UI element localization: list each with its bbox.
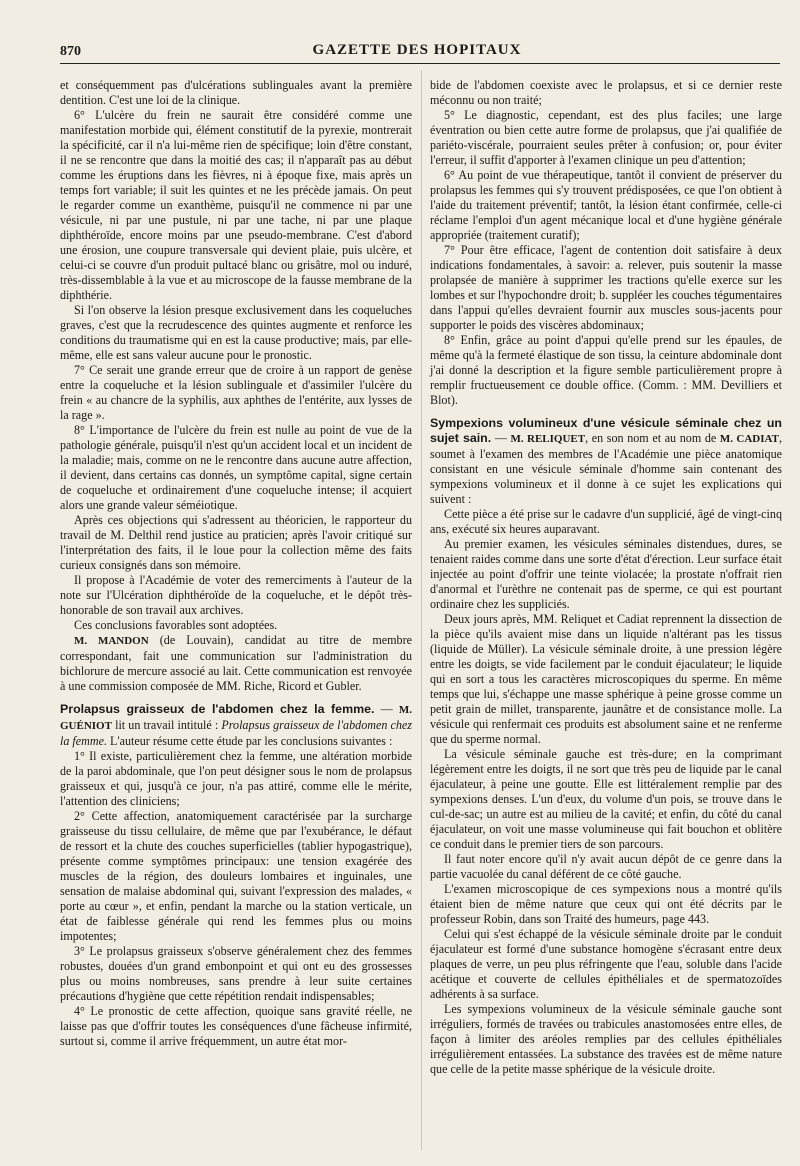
paragraph: Celui qui s'est échappé de la vésicule séminale droite par le conduit éjaculateur est formé d'une substance homogène s'écrasant entre deux plaques de verre, un peu plus réfringente que l'eau, soluble dans l'acide acétique et couverte de cellules épithéliales et de spermatozoïdes adhérents à sa surface. [430, 927, 782, 1001]
paragraph [60, 633, 412, 694]
intro-text: L'auteur résume cette étude par les conclusions suivantes : [107, 734, 393, 748]
header-rule [60, 63, 780, 64]
paragraph: 7° Ce serait une grande erreur que de croire à un rapport de genèse entre la coqueluche et la lésion sublinguale et d'assimiler l'ulcère du frein « au chancre de la syphilis, aux aphthes de l'entérite, aux lysses de la rage ». [60, 363, 412, 422]
conclusion: 8° Enfin, grâce au point d'appui qu'elle prend sur les épaules, de même qu'à la fermeté élastique de son tissu, la ceinture abdominale dont j'ai donné la description et la figure semble particulièrement propre à remplir fructueusement ce double office. (Comm. : MM. Devilliers et Blot). [430, 333, 782, 407]
author-name: M. MANDON [74, 635, 149, 647]
intro-text: , en son nom et au nom de [585, 431, 720, 445]
right-column [430, 78, 782, 1077]
author-name: M. CADIAT [719, 433, 779, 445]
paragraph: La vésicule séminale gauche est très-dure; en la comprimant légèrement entre les doigts, il ne sort que très peu de liquide par le canal éjaculateur, à peine une goutte. Elle est littéralement remplie par des sympexions denses. L'un d'eux, du volume d'un pois, se trouve dans le cul-de-sac; un autre est au milieu de la cavité; et enfin, du côté du canal éjaculateur, on voit une masse volumineuse qui fait bouchon et oblitère ce conduit dans le premier tiers de son parcours. [430, 747, 782, 851]
intro-text: , soumet à l'examen des membres de l'Académie une pièce anatomique consistant en une vésicule séminale d'homme sain contenant des sympexions volumineux et il donne à ce sujet les explications qui suivent : [430, 431, 782, 506]
paragraph: Il faut noter encore qu'il n'y avait aucun dépôt de ce genre dans la partie vacuolée du canal déférent de ce côté gauche. [430, 852, 782, 881]
paragraph: bide de l'abdomen coexiste avec le prolapsus, et si ce dernier reste méconnu ou non traité; [430, 78, 782, 107]
conclusion: 3° Le prolapsus graisseux s'observe généralement chez des femmes robustes, douées d'un grand embonpoint et qui ont eu des grossesses plus ou moins nombreuses, sans prendre à leur suite certaines précautions d'hygiène que cette répétition rendait indispensables; [60, 944, 412, 1003]
page-header [60, 42, 774, 64]
paragraph: Cette pièce a été prise sur le cadavre d'un supplicié, âgé de vingt-cinq ans, exécuté six heures auparavant. [430, 507, 782, 536]
paragraph: Si l'on observe la lésion presque exclusivement dans les coqueluches graves, c'est que la recrudescence des quintes augmente et renforce les conditions du traumatisme qui en est la cause productive; mais, par elle-même, elle est sans valeur aucune pour le pronostic. [60, 303, 412, 362]
conclusion: 5° Le diagnostic, cependant, est des plus faciles; une large éventration ou bien cette autre forme de prolapsus, que j'ai qualifiée de pariéto-viscérale, pourraient seules prêter à confusion; or, pour éviter l'erreur, il suffit d'apporter à l'examen clinique un peu d'attention; [430, 108, 782, 167]
paragraph: 8° L'importance de l'ulcère du frein est nulle au point de vue de la pathologie générale, puisqu'il n'est qu'un accident local et un incident de la maladie; mais, comme on ne le rencontre dans aucune autre affection, il devient, dans certains cas donnés, un symptôme capital, signe certain de coqueluche et ordinairement d'une coqueluche intense; il acquiert alors une grande valeur séméiotique. [60, 423, 412, 512]
conclusion: 6° Au point de vue thérapeutique, tantôt il convient de préserver du prolapsus les femmes qui s'y trouvent prédisposées, ce que l'on obtient à l'aide du traitement préventif; tantôt, la lésion étant confirmée, celle-ci réclame l'emploi d'un agent mécanique local et d'une hygiène générale appropriée (traitement curatif); [430, 168, 782, 242]
section-heading: Sympexions volumineux d'une vésicule séminale chez un sujet sain. [430, 416, 782, 445]
author-name: M. GUÉNIOT [60, 704, 413, 732]
column-divider [421, 70, 422, 1150]
paragraph: L'examen microscopique de ces sympexions nous a montré qu'ils étaient bien de même nature que ceux qui ont été décrits par le professeur Robin, dans son Traité des humeurs, page 443. [430, 882, 782, 926]
paragraph: Deux jours après, MM. Reliquet et Cadiat reprennent la dissection de la pièce qu'ils avaient mise dans un liquide n'altérant pas les tissus (liquide de Müller). La vésicule séminale droite, à une pression légère entre les doigts, se vide facilement par le conduit éjaculateur; le liquide qui en sort a tous les caractères microscopiques du sperme. En même temps que lui, s'échappe une masse sphérique à peine grosse comme un petit grain de millet, transparente, jaunâtre et de consistance molle. La vésicule qui renfermait ces produits est absolument saine et ne renferme que du sperme normal. [430, 612, 782, 746]
conclusion: 2° Cette affection, anatomiquement caractérisée par la surcharge graisseuse du tissu cellulaire, de même que par l'exubérance, le défaut de ressort et la chute des couches superficielles (tablier hypogastrique), présente comme symptômes principaux: une tension exagérée des muscles de la région, des douleurs lombaires et inguinales, une sensation de malaise abdominal qui, suivant l'expression des malades, « porte au cœur », et enfin, pendant la marche ou la station verticale, un état de faiblesse générale qui rend les femmes plus ou moins impotentes; [60, 809, 412, 943]
running-title: GAZETTE DES HOPITAUX [312, 42, 522, 58]
paragraph: Après ces objections qui s'adressent au théoricien, le rapporteur du travail de M. Delthil rend justice au praticien; après l'avoir critiqué sur l'interprétation des faits, il le loue pour la collection même des faits curieux consignés dans son mémoire. [60, 513, 412, 572]
author-name: M. RELIQUET [510, 433, 586, 445]
work-title: Prolapsus graisseux de l'abdomen chez la femme. [60, 718, 412, 748]
paragraph-text: (de Louvain), candidat au titre de membre correspondant, fait une communication sur l'administration du bichlorure de mercure associé au lait. Cette communication est renvoyée à une commission composée de MM. Riche, Ricord et Gubler. [60, 633, 412, 693]
paragraph: Au premier examen, les vésicules séminales distendues, dures, se tenaient raides comme dans une sorte d'état d'érection. Leur surface était injectée au point d'offrir une teinte violacée; la prostate n'offrait rien d'anormal et l'urèthre ne contenait pas de sperme, ce qui est pourtant ordinaire chez les suppliciés. [430, 537, 782, 611]
conclusion: 7° Pour être efficace, l'agent de contention doit satisfaire à deux indications fondamentales, à savoir: a. relever, puis soutenir la masse prolapsée de manière à supprimer les tractions qu'elle exerce sur les lombes et sur l'hypochondre droit; b. suppléer les couches tégumentaires dans l'appui qu'elles devraient fournir aux muscles sous-jacents pour supporter le poids des viscères abdominaux; [430, 243, 782, 332]
paragraph: et conséquemment pas d'ulcérations sublinguales avant la première dentition. C'est une loi de la clinique. [60, 78, 412, 107]
conclusion: 1° Il existe, particulièrement chez la femme, une altération morbide de la paroi abdominale, que l'on peut désigner sous le nom de prolapsus graisseux et qui, jusqu'à ce jour, n'a pas attiré, comme elle le mérite, l'attention des cliniciens; [60, 749, 412, 808]
left-column [60, 78, 412, 1049]
section-intro [430, 416, 782, 507]
page-number: 870 [60, 44, 81, 59]
section-intro [60, 702, 412, 749]
intro-text: lit un travail intitulé : [111, 718, 222, 732]
paragraph: Les sympexions volumineux de la vésicule séminale gauche sont irréguliers, formés de travées ou trabicules anastomosées entre elles, de façon à limiter des aréoles remplies par des cellules épithéliales irrégulièrement entassées. La substance des travées est de même nature que celle de la petite masse sphérique de la vésicule droite. [430, 1002, 782, 1076]
paragraph: 6° L'ulcère du frein ne saurait être considéré comme une manifestation morbide qui, élément constitutif de la pyrexie, montrerait la spécificité, car il n'a lui-même rien de spécifique; loin d'être constant, il ne se rencontre que dans la moitié des cas; il n'apparaît pas au début comme les éruptions dans les fièvres, ni à époque fixe, mais après un temps fort variable; il suit les quintes et ne les précède jamais. On peut le regarder comme un exanthème, puisqu'il ne commence ni par une vésicule, ni par une pustule, ni par une tache, ni par une plaque diphthéroïde, encore moins par une pseudo-membrane. C'est d'abord une érosion, une coupure transversale qui devient plaie, puis ulcère, et celui-ci se couvre d'un produit pultacé blanc ou grisâtre, mol ou induré, très-dissemblable à la vue et au microscope de la fausse membrane de la diphthérie. [60, 108, 412, 302]
paragraph: Ces conclusions favorables sont adoptées. [74, 618, 278, 632]
dash: — [491, 431, 511, 445]
dash: — [374, 702, 399, 716]
paragraph: Il propose à l'Académie de voter des remerciments à l'auteur de la note sur l'Ulcération diphthéroïde de la coqueluche, et le dépôt très-honorable de son travail aux archives. [60, 573, 412, 617]
section-heading: Prolapsus graisseux de l'abdomen chez la femme. [60, 702, 375, 716]
conclusion: 4° Le pronostic de cette affection, quoique sans gravité réelle, ne laisse pas que d'offrir toutes les conséquences d'une fâcheuse infirmité, surtout si, comme il arrive fréquemment, un autre état mor- [60, 1004, 412, 1048]
